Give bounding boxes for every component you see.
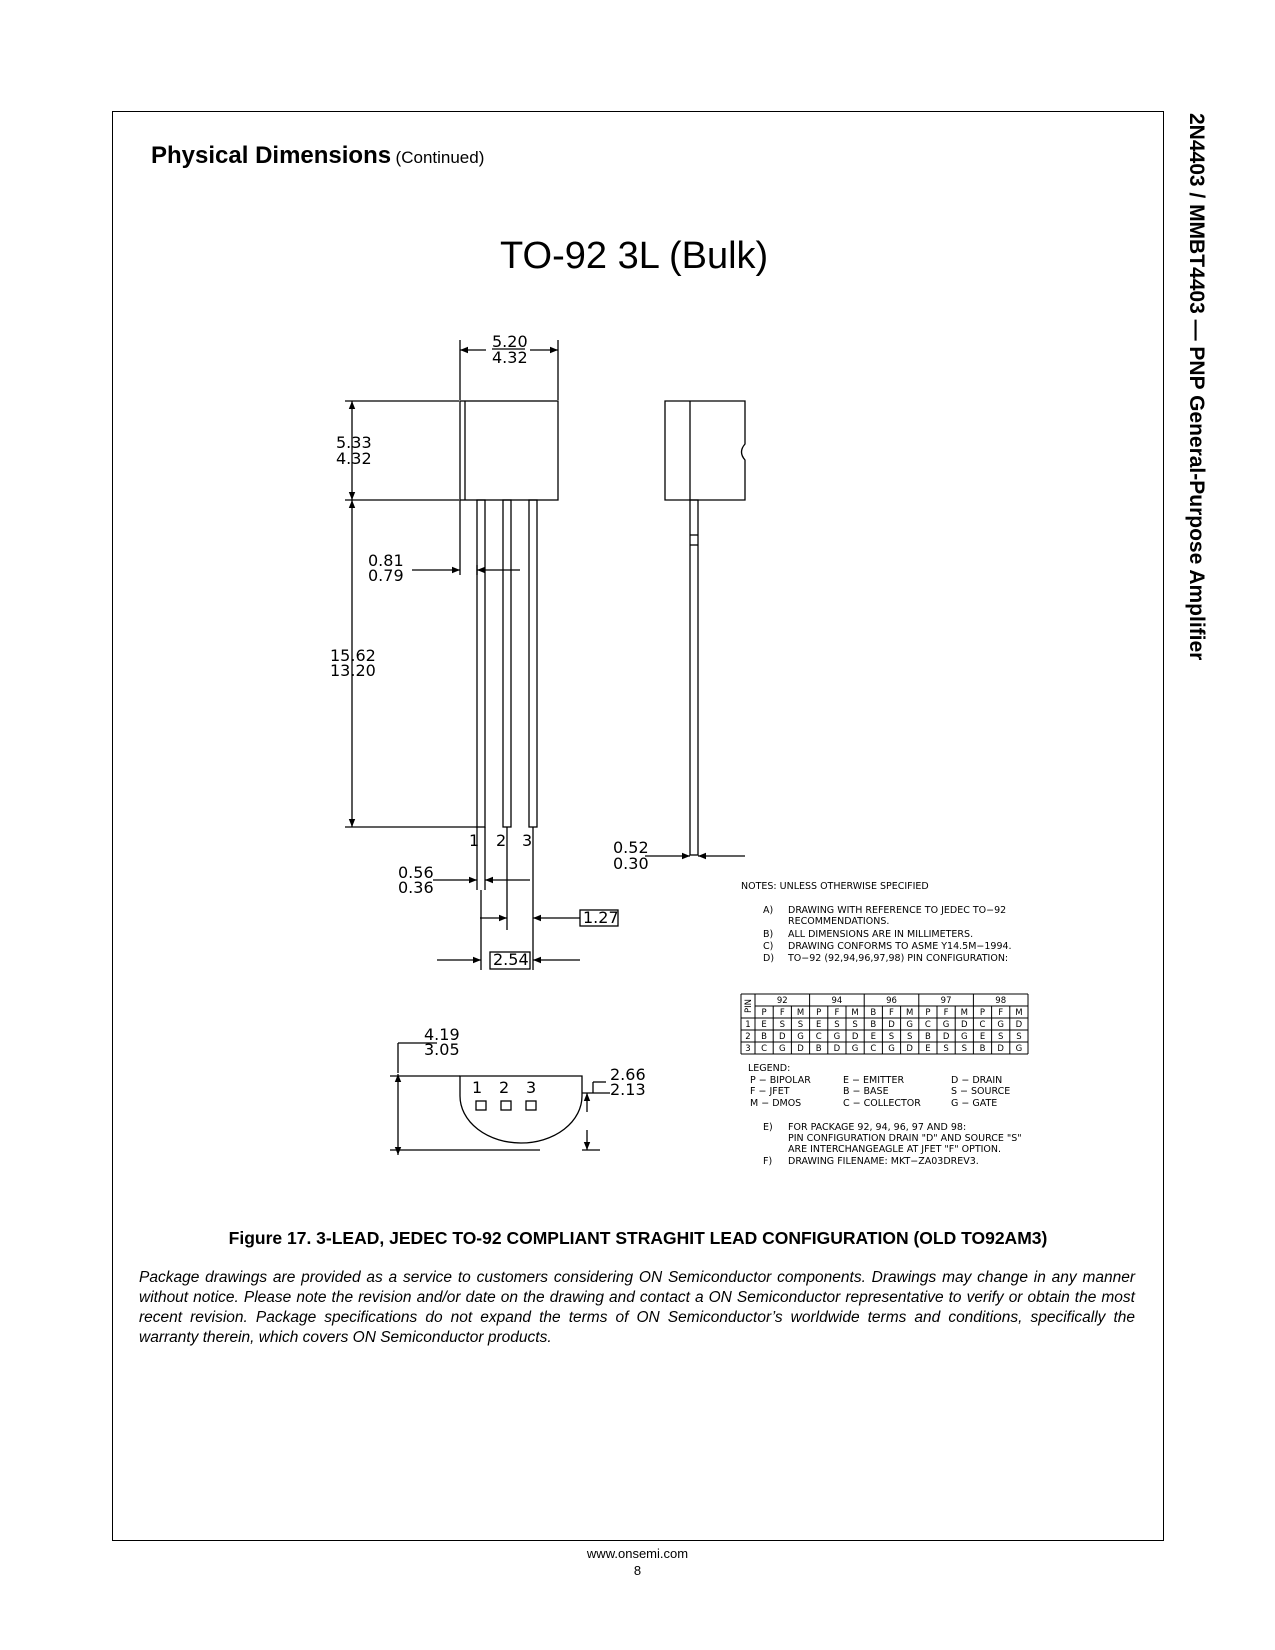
table-cell: S xyxy=(1016,1032,1022,1042)
dim-lead-width-min: 0.36 xyxy=(398,878,434,897)
legend-s: S − SOURCE xyxy=(951,1086,1011,1097)
table-cell: D xyxy=(779,1032,786,1042)
table-cell: S xyxy=(852,1020,858,1030)
lead-3 xyxy=(529,500,537,827)
table-row-pin: 3 xyxy=(745,1044,751,1054)
dim-half-pitch: 1.27 xyxy=(583,908,619,927)
legend-b: B − BASE xyxy=(843,1086,889,1097)
note-d-line-1: TO−92 (92,94,96,97,98) PIN CONFIGURATION: xyxy=(788,953,1009,964)
table-cell: G xyxy=(1015,1044,1023,1054)
bottom-pin-label-2: 2 xyxy=(499,1078,510,1097)
pin-label-3: 3 xyxy=(522,831,533,850)
table-sub-header: M xyxy=(796,1008,805,1018)
dim-width-min: 4.32 xyxy=(492,348,528,367)
table-cell: S xyxy=(961,1044,968,1054)
note-c-line-1: DRAWING CONFORMS TO ASME Y14.5M−1994. xyxy=(788,941,1012,952)
legend-e: E − EMITTER xyxy=(843,1075,905,1086)
side-body xyxy=(665,401,745,500)
table-cell: C xyxy=(761,1044,768,1054)
table-cell: G xyxy=(888,1044,895,1054)
legend-g: G − GATE xyxy=(951,1098,998,1109)
dim-bottom-depth-min: 2.13 xyxy=(610,1080,646,1099)
table-cell: S xyxy=(779,1020,786,1030)
disclaimer-text: Package drawings are provided as a service to customers considering ON Semiconductor components. Drawings may change in any manner without notice. Please note the revision and/or date on the drawing and contact a ON Semiconductor representative to verify or obtain the most recent revision. Package specifications do not expand the terms of ON Semiconductor’s worldwide terms and conditions, specifically the warranty therein, which covers ON Semiconductor products. xyxy=(139,1269,1135,1346)
footer-url[interactable]: www.onsemi.com xyxy=(586,1546,689,1561)
dim-lead-width-max: 0.56 xyxy=(398,863,434,882)
table-row-pin: 1 xyxy=(745,1020,751,1030)
table-cell: E xyxy=(761,1020,767,1030)
dim-body-height-min: 4.32 xyxy=(336,449,372,468)
dim-lead-length-max: 15.62 xyxy=(330,646,376,665)
table-cell: D xyxy=(961,1020,968,1030)
note-f-id: F) xyxy=(763,1156,773,1167)
table-sub-header: P xyxy=(925,1008,931,1018)
dim-bottom-width-min: 3.05 xyxy=(424,1040,460,1059)
table-cell: G xyxy=(833,1032,841,1042)
table-cell: G xyxy=(961,1032,968,1042)
dim-bottom-depth-max: 2.66 xyxy=(610,1065,646,1084)
table-cell: B xyxy=(815,1044,822,1054)
page-number: 8 xyxy=(633,1563,642,1578)
legend-m: M − DMOS xyxy=(750,1098,802,1109)
legend-c: C − COLLECTOR xyxy=(843,1098,921,1109)
side-title: 2N4403 / MMBT4403 — PNP General-Purpose Amplifier xyxy=(1185,113,1208,661)
table-group-header: 96 xyxy=(886,996,897,1006)
table-sub-header: M xyxy=(851,1008,859,1018)
legend-block xyxy=(748,1063,1010,1109)
table-cell: G xyxy=(997,1020,1004,1030)
side-lead xyxy=(690,500,698,855)
table-cell: D xyxy=(797,1044,804,1054)
figure-caption: Figure 17. 3-LEAD, JEDEC TO-92 COMPLIANT STRAGHIT LEAD CONFIGURATION (OLD TO92AM3) xyxy=(228,1228,1048,1248)
table-cell: G xyxy=(779,1044,786,1054)
note-a-line-2: RECOMMENDATIONS. xyxy=(788,916,890,927)
dim-shoulder-min: 0.79 xyxy=(368,566,404,585)
table-sub-header: B xyxy=(870,1008,877,1018)
legend-d: D − DRAIN xyxy=(951,1075,1003,1086)
table-pin-header: PIN xyxy=(744,999,754,1013)
table-sub-header: P xyxy=(816,1008,822,1018)
table-group-header: 98 xyxy=(995,996,1007,1006)
table-cell: D xyxy=(1015,1020,1023,1030)
note-d-id: D) xyxy=(763,953,775,964)
heading-continued: (Continued) xyxy=(395,148,485,167)
table-cell: E xyxy=(870,1032,876,1042)
note-f-line-1: DRAWING FILENAME: MKT−ZA03DREV3. xyxy=(788,1156,979,1167)
table-sub-header: M xyxy=(906,1008,914,1018)
table-sub-header: F xyxy=(998,1008,1004,1018)
pin-label-2: 2 xyxy=(496,831,507,850)
pin-label-1: 1 xyxy=(469,831,480,850)
dim-pitch: 2.54 xyxy=(493,950,529,969)
note-a-id: A) xyxy=(763,905,774,916)
lead-2 xyxy=(503,500,511,827)
dim-shoulder-max: 0.81 xyxy=(368,551,404,570)
table-group-header: 97 xyxy=(940,996,952,1006)
table-sub-header: P xyxy=(979,1008,986,1018)
table-row-pin: 2 xyxy=(745,1032,751,1042)
table-cell: D xyxy=(833,1044,841,1054)
table-cell: S xyxy=(797,1020,804,1030)
dim-lead-thickness-max: 0.52 xyxy=(613,838,649,857)
notes-header: NOTES: UNLESS OTHERWISE SPECIFIED xyxy=(741,881,929,892)
note-a-line-1: DRAWING WITH REFERENCE TO JEDEC TO−92 xyxy=(788,905,1007,916)
dim-lead-length-min: 13.20 xyxy=(330,661,376,680)
table-group-header: 94 xyxy=(831,996,843,1006)
table-cell: G xyxy=(851,1044,859,1054)
heading-main: Physical Dimensions xyxy=(151,142,392,169)
table-cell: S xyxy=(888,1032,895,1042)
pin-config-table xyxy=(741,994,1028,1054)
table-sub-header: F xyxy=(943,1008,949,1018)
table-cell: E xyxy=(816,1020,822,1030)
table-group-header: 92 xyxy=(776,996,788,1006)
table-cell: B xyxy=(761,1032,768,1042)
table-cell: S xyxy=(834,1020,840,1030)
table-cell: G xyxy=(942,1020,950,1030)
table-cell: B xyxy=(924,1032,931,1042)
dim-lead-thickness-min: 0.30 xyxy=(613,854,649,873)
footer xyxy=(0,1545,1275,1579)
table-cell: G xyxy=(906,1020,913,1030)
table-cell: D xyxy=(942,1032,950,1042)
table-cell: D xyxy=(888,1020,895,1030)
table-cell: G xyxy=(797,1032,804,1042)
table-sub-header: F xyxy=(779,1008,785,1018)
table-cell: S xyxy=(943,1044,949,1054)
table-cell: S xyxy=(997,1032,1004,1042)
legend-title: LEGEND: xyxy=(748,1063,791,1074)
table-cell: E xyxy=(925,1044,931,1054)
table-cell: D xyxy=(906,1044,913,1054)
dim-body-height-max: 5.33 xyxy=(336,433,372,452)
note-c-id: C) xyxy=(763,941,774,952)
table-cell: B xyxy=(870,1020,877,1030)
table-sub-header: M xyxy=(960,1008,968,1018)
bottom-pin-label-1: 1 xyxy=(472,1078,483,1097)
note-e-line-1: FOR PACKAGE 92, 94, 96, 97 AND 98: xyxy=(788,1122,967,1133)
table-cell: D xyxy=(851,1032,859,1042)
table-cell: D xyxy=(997,1044,1004,1054)
table-cell: C xyxy=(815,1032,822,1042)
note-b-line-1: ALL DIMENSIONS ARE IN MILLIMETERS. xyxy=(788,929,974,940)
note-e-id: E) xyxy=(763,1122,773,1133)
table-sub-header: P xyxy=(761,1008,767,1018)
notes2-block xyxy=(763,1122,1022,1167)
table-cell: B xyxy=(979,1044,986,1054)
table-cell: C xyxy=(924,1020,931,1030)
note-e-line-3: ARE INTERCHANGEAGLE AT JFET "F" OPTION. xyxy=(788,1144,1002,1155)
table-sub-header: F xyxy=(834,1008,840,1018)
table-cell: C xyxy=(870,1044,877,1054)
dim-width-max: 5.20 xyxy=(492,332,528,351)
dim-bottom-width-max: 4.19 xyxy=(424,1025,460,1044)
legend-f: F − JFET xyxy=(750,1086,790,1097)
legend-p: P − BIPOLAR xyxy=(750,1075,811,1086)
table-cell: E xyxy=(979,1032,986,1042)
table-cell: C xyxy=(979,1020,986,1030)
bottom-pin-label-3: 3 xyxy=(526,1078,537,1097)
front-body xyxy=(460,401,558,500)
package-title: TO-92 3L (Bulk) xyxy=(500,235,769,277)
table-sub-header: M xyxy=(1015,1008,1023,1018)
note-e-line-2: PIN CONFIGURATION DRAIN "D" AND SOURCE "S" xyxy=(788,1133,1022,1144)
notes-block xyxy=(741,881,1012,964)
table-sub-header: F xyxy=(889,1008,894,1018)
table-cell: S xyxy=(906,1032,913,1042)
note-b-id: B) xyxy=(763,929,774,940)
lead-1 xyxy=(477,500,485,827)
